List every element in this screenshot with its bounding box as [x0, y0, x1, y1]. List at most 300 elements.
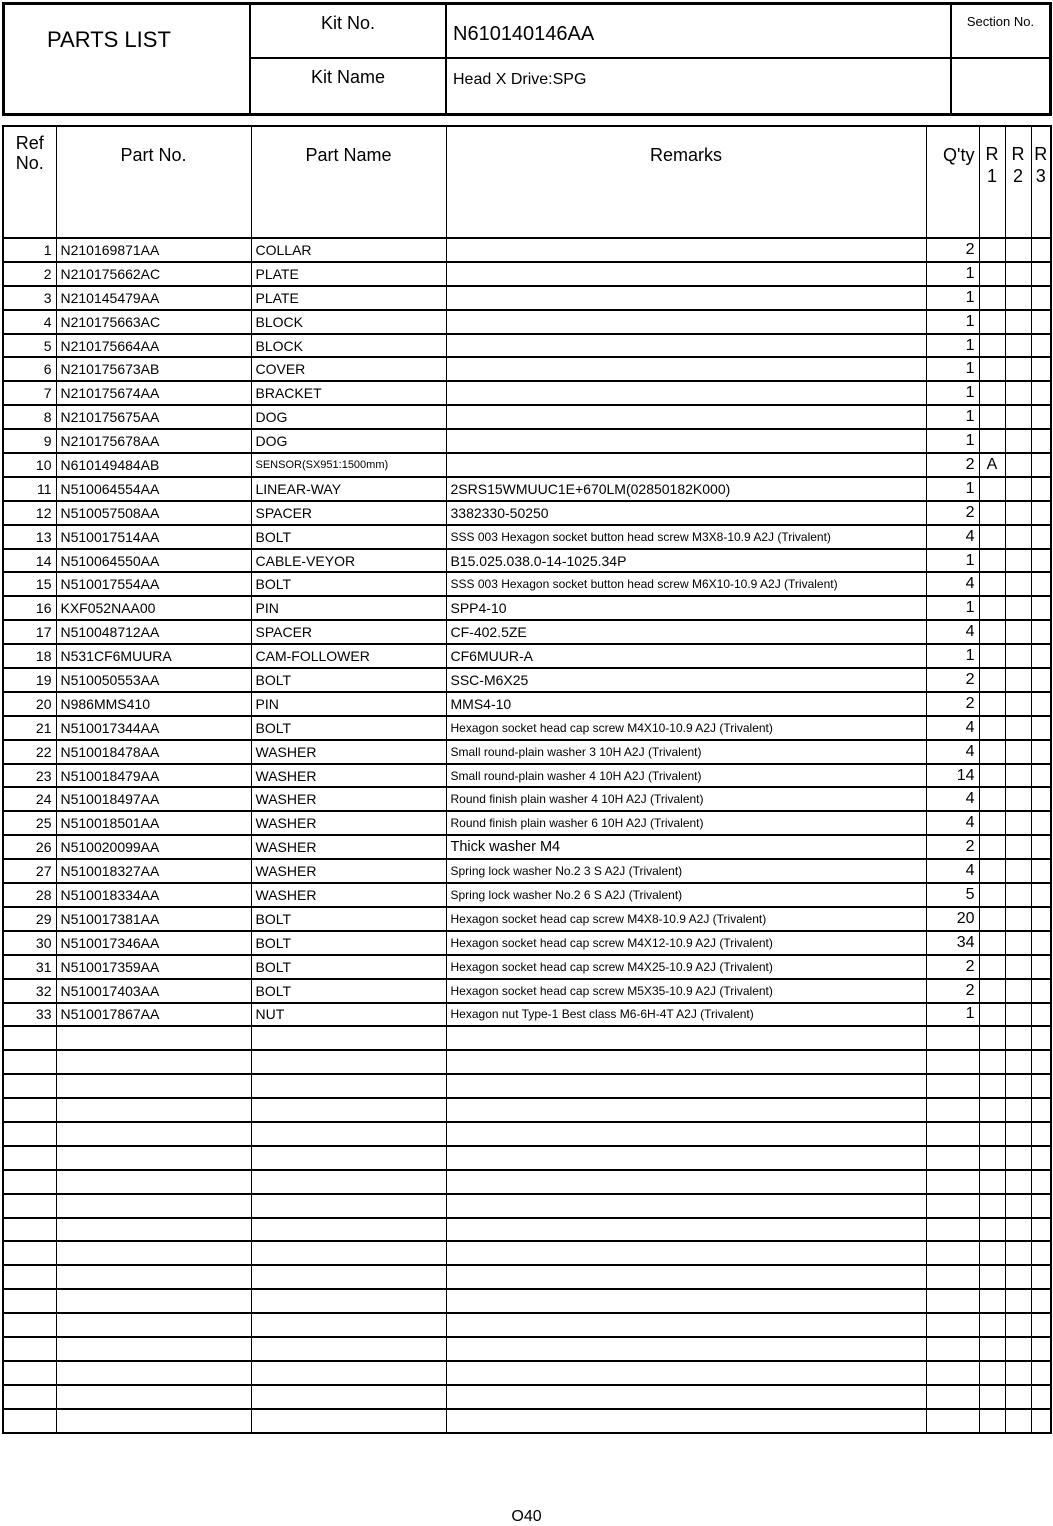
- cell-qty: 4: [926, 572, 979, 596]
- cell-part-no: [56, 1361, 251, 1385]
- cell-r2: [1005, 1122, 1031, 1146]
- cell-r2: [1005, 453, 1031, 477]
- cell-r3: [1031, 1098, 1051, 1122]
- cell-r2: [1005, 620, 1031, 644]
- empty-table-row: [3, 1026, 1051, 1050]
- cell-remarks: [446, 262, 926, 286]
- empty-table-row: [3, 1241, 1051, 1265]
- cell-qty: 2: [926, 692, 979, 716]
- cell-r1: [979, 1122, 1005, 1146]
- cell-r2: [1005, 668, 1031, 692]
- cell-name: BLOCK: [251, 334, 446, 358]
- cell-part-no: N510064550AA: [56, 549, 251, 573]
- cell-qty: 1: [926, 405, 979, 429]
- cell-name: BOLT: [251, 668, 446, 692]
- cell-ref: 12: [3, 501, 56, 525]
- empty-table-row: [3, 1098, 1051, 1122]
- cell-r2: [1005, 477, 1031, 501]
- page-number: O40: [511, 1508, 542, 1525]
- cell-ref: 24: [3, 787, 56, 811]
- cell-qty: [926, 1074, 979, 1098]
- cell-r1: [979, 883, 1005, 907]
- cell-remarks: [446, 1122, 926, 1146]
- cell-name: [251, 1170, 446, 1194]
- cell-name: [251, 1361, 446, 1385]
- cell-r2: [1005, 716, 1031, 740]
- cell-r2: [1005, 1098, 1031, 1122]
- table-row: [3, 286, 1051, 310]
- cell-part-no: N210175673AB: [56, 357, 251, 381]
- cell-r3: [1031, 262, 1051, 286]
- cell-r1: [979, 668, 1005, 692]
- cell-r1: [979, 1003, 1005, 1027]
- cell-remarks: CF6MUUR-A: [446, 644, 926, 668]
- cell-ref: 18: [3, 644, 56, 668]
- cell-ref: [3, 1361, 56, 1385]
- cell-name: CABLE-VEYOR: [251, 549, 446, 573]
- cell-name: BOLT: [251, 955, 446, 979]
- cell-ref: [3, 1385, 56, 1409]
- cell-remarks: [446, 357, 926, 381]
- cell-remarks: [446, 1218, 926, 1242]
- cell-r1: [979, 1241, 1005, 1265]
- cell-qty: [926, 1409, 979, 1433]
- cell-part-no: N510018478AA: [56, 740, 251, 764]
- cell-r3: [1031, 1146, 1051, 1170]
- cell-name: PIN: [251, 692, 446, 716]
- cell-ref: 9: [3, 429, 56, 453]
- cell-part-no: [56, 1026, 251, 1050]
- section-no-value: [952, 59, 1049, 113]
- cell-r1: [979, 907, 1005, 931]
- cell-qty: 14: [926, 764, 979, 788]
- cell-ref: 20: [3, 692, 56, 716]
- cell-ref: 28: [3, 883, 56, 907]
- table-row: [3, 1003, 1051, 1027]
- cell-r3: [1031, 1122, 1051, 1146]
- cell-ref: 13: [3, 525, 56, 549]
- cell-remarks: [446, 1385, 926, 1409]
- table-row: [3, 787, 1051, 811]
- cell-qty: 1: [926, 310, 979, 334]
- table-row: [3, 405, 1051, 429]
- empty-table-row: [3, 1409, 1051, 1433]
- kit-name-value: Head X Drive:SPG: [447, 59, 952, 113]
- cell-part-no: N510017554AA: [56, 572, 251, 596]
- cell-remarks: [446, 1146, 926, 1170]
- table-row: [3, 381, 1051, 405]
- cell-remarks: [446, 1265, 926, 1289]
- empty-table-row: [3, 1265, 1051, 1289]
- cell-r1: [979, 787, 1005, 811]
- cell-name: [251, 1385, 446, 1409]
- cell-ref: 26: [3, 835, 56, 859]
- cell-part-no: [56, 1265, 251, 1289]
- cell-r2: [1005, 1050, 1031, 1074]
- cell-r3: [1031, 644, 1051, 668]
- cell-part-no: N210175675AA: [56, 405, 251, 429]
- table-row: [3, 549, 1051, 573]
- cell-r2: [1005, 1146, 1031, 1170]
- cell-r1: [979, 525, 1005, 549]
- empty-table-row: [3, 1218, 1051, 1242]
- cell-remarks: 2SRS15WMUUC1E+670LM(02850182K000): [446, 477, 926, 501]
- cell-qty: [926, 1194, 979, 1218]
- table-row: [3, 429, 1051, 453]
- cell-r3: [1031, 979, 1051, 1003]
- table-row: [3, 955, 1051, 979]
- cell-r1: [979, 811, 1005, 835]
- empty-table-row: [3, 1361, 1051, 1385]
- cell-ref: 32: [3, 979, 56, 1003]
- cell-r1: [979, 1026, 1005, 1050]
- cell-r3: [1031, 381, 1051, 405]
- table-row: [3, 668, 1051, 692]
- cell-ref: 22: [3, 740, 56, 764]
- cell-remarks: Small round-plain washer 3 10H A2J (Trivalent): [446, 740, 926, 764]
- cell-part-no: N510017403AA: [56, 979, 251, 1003]
- cell-remarks: SSS 003 Hexagon socket button head screw M3X8-10.9 A2J (Trivalent): [446, 525, 926, 549]
- cell-part-no: [56, 1313, 251, 1337]
- col-r3: R 3: [1031, 126, 1051, 238]
- cell-name: [251, 1313, 446, 1337]
- cell-qty: [926, 1146, 979, 1170]
- cell-qty: 4: [926, 859, 979, 883]
- cell-name: [251, 1194, 446, 1218]
- cell-r2: [1005, 429, 1031, 453]
- cell-part-no: [56, 1122, 251, 1146]
- cell-remarks: Hexagon socket head cap screw M4X8-10.9 A2J (Trivalent): [446, 907, 926, 931]
- table-row: [3, 644, 1051, 668]
- cell-remarks: SPP4-10: [446, 596, 926, 620]
- cell-ref: 27: [3, 859, 56, 883]
- cell-r1: [979, 429, 1005, 453]
- cell-r2: [1005, 644, 1031, 668]
- cell-qty: 1: [926, 596, 979, 620]
- cell-ref: 16: [3, 596, 56, 620]
- table-row: [3, 596, 1051, 620]
- cell-name: BOLT: [251, 907, 446, 931]
- cell-name: LINEAR-WAY: [251, 477, 446, 501]
- cell-r2: [1005, 596, 1031, 620]
- table-row: [3, 525, 1051, 549]
- cell-name: SPACER: [251, 501, 446, 525]
- cell-remarks: Spring lock washer No.2 3 S A2J (Trivalent): [446, 859, 926, 883]
- cell-qty: [926, 1313, 979, 1337]
- cell-r1: [979, 262, 1005, 286]
- cell-ref: [3, 1074, 56, 1098]
- cell-r2: [1005, 1409, 1031, 1433]
- cell-r3: [1031, 1385, 1051, 1409]
- cell-ref: [3, 1337, 56, 1361]
- cell-name: WASHER: [251, 883, 446, 907]
- cell-r2: [1005, 572, 1031, 596]
- cell-part-no: N986MMS410: [56, 692, 251, 716]
- cell-ref: 19: [3, 668, 56, 692]
- cell-remarks: Hexagon nut Type-1 Best class M6-6H-4T A2J (Trivalent): [446, 1003, 926, 1027]
- cell-r2: [1005, 1218, 1031, 1242]
- cell-ref: [3, 1146, 56, 1170]
- cell-r1: [979, 1289, 1005, 1313]
- cell-r2: [1005, 955, 1031, 979]
- cell-ref: [3, 1265, 56, 1289]
- cell-remarks: [446, 1361, 926, 1385]
- cell-r2: [1005, 262, 1031, 286]
- empty-table-row: [3, 1146, 1051, 1170]
- cell-r2: [1005, 740, 1031, 764]
- cell-qty: 4: [926, 811, 979, 835]
- cell-qty: 1: [926, 357, 979, 381]
- cell-r3: [1031, 716, 1051, 740]
- table-row: [3, 262, 1051, 286]
- table-row: [3, 811, 1051, 835]
- cell-r1: [979, 740, 1005, 764]
- cell-remarks: Hexagon socket head cap screw M5X35-10.9 A2J (Trivalent): [446, 979, 926, 1003]
- cell-r2: [1005, 1170, 1031, 1194]
- col-remarks: Remarks: [446, 126, 926, 238]
- cell-remarks: [446, 1026, 926, 1050]
- cell-r2: [1005, 1385, 1031, 1409]
- cell-qty: 2: [926, 668, 979, 692]
- cell-remarks: [446, 381, 926, 405]
- cell-r3: [1031, 764, 1051, 788]
- cell-ref: [3, 1122, 56, 1146]
- cell-r1: [979, 859, 1005, 883]
- cell-ref: 15: [3, 572, 56, 596]
- cell-r2: [1005, 238, 1031, 262]
- cell-name: [251, 1409, 446, 1433]
- cell-name: NUT: [251, 1003, 446, 1027]
- cell-qty: [926, 1218, 979, 1242]
- cell-qty: 2: [926, 453, 979, 477]
- cell-r3: [1031, 931, 1051, 955]
- cell-r2: [1005, 334, 1031, 358]
- cell-name: BOLT: [251, 525, 446, 549]
- cell-part-no: N510018334AA: [56, 883, 251, 907]
- cell-ref: 11: [3, 477, 56, 501]
- cell-qty: [926, 1241, 979, 1265]
- cell-qty: 4: [926, 716, 979, 740]
- cell-part-no: KXF052NAA00: [56, 596, 251, 620]
- cell-r2: [1005, 883, 1031, 907]
- cell-name: PLATE: [251, 262, 446, 286]
- document-title: PARTS LIST: [5, 5, 251, 113]
- cell-name: [251, 1122, 446, 1146]
- cell-qty: 5: [926, 883, 979, 907]
- cell-r1: [979, 549, 1005, 573]
- cell-name: [251, 1026, 446, 1050]
- table-row: [3, 310, 1051, 334]
- cell-r1: [979, 1385, 1005, 1409]
- cell-part-no: N210169871AA: [56, 238, 251, 262]
- cell-r3: [1031, 596, 1051, 620]
- cell-r1: [979, 1361, 1005, 1385]
- empty-table-row: [3, 1337, 1051, 1361]
- cell-r3: [1031, 955, 1051, 979]
- cell-r1: [979, 286, 1005, 310]
- cell-name: [251, 1337, 446, 1361]
- cell-remarks: [446, 1241, 926, 1265]
- cell-part-no: [56, 1385, 251, 1409]
- table-row: [3, 764, 1051, 788]
- cell-qty: [926, 1289, 979, 1313]
- cell-remarks: [446, 1313, 926, 1337]
- cell-name: WASHER: [251, 740, 446, 764]
- kit-name-label: Kit Name: [251, 59, 447, 113]
- cell-r3: [1031, 1026, 1051, 1050]
- cell-r2: [1005, 1241, 1031, 1265]
- cell-part-no: N210175674AA: [56, 381, 251, 405]
- col-part-no: Part No.: [56, 126, 251, 238]
- cell-part-no: N510064554AA: [56, 477, 251, 501]
- cell-r3: [1031, 620, 1051, 644]
- cell-r1: [979, 596, 1005, 620]
- cell-r2: [1005, 811, 1031, 835]
- cell-r2: [1005, 931, 1031, 955]
- cell-part-no: [56, 1170, 251, 1194]
- cell-r1: [979, 644, 1005, 668]
- cell-r2: [1005, 357, 1031, 381]
- empty-table-row: [3, 1385, 1051, 1409]
- cell-ref: 2: [3, 262, 56, 286]
- cell-remarks: [446, 238, 926, 262]
- cell-qty: 4: [926, 787, 979, 811]
- cell-r3: [1031, 1289, 1051, 1313]
- cell-r3: [1031, 310, 1051, 334]
- table-row: [3, 501, 1051, 525]
- cell-r2: [1005, 979, 1031, 1003]
- cell-part-no: N510017381AA: [56, 907, 251, 931]
- cell-name: CAM-FOLLOWER: [251, 644, 446, 668]
- cell-ref: 7: [3, 381, 56, 405]
- cell-r1: [979, 334, 1005, 358]
- table-row: [3, 572, 1051, 596]
- cell-qty: 2: [926, 979, 979, 1003]
- empty-table-row: [3, 1170, 1051, 1194]
- cell-r1: [979, 238, 1005, 262]
- cell-r2: [1005, 1337, 1031, 1361]
- col-r1: R 1: [979, 126, 1005, 238]
- cell-ref: [3, 1026, 56, 1050]
- cell-remarks: B15.025.038.0-14-1025.34P: [446, 549, 926, 573]
- table-row: [3, 979, 1051, 1003]
- cell-ref: 10: [3, 453, 56, 477]
- cell-part-no: N510017359AA: [56, 955, 251, 979]
- table-header-row: [3, 126, 1051, 238]
- cell-qty: [926, 1026, 979, 1050]
- cell-r1: [979, 1218, 1005, 1242]
- cell-r1: [979, 1409, 1005, 1433]
- cell-part-no: N510017346AA: [56, 931, 251, 955]
- cell-part-no: N210175664AA: [56, 334, 251, 358]
- table-row: [3, 238, 1051, 262]
- cell-r1: [979, 1265, 1005, 1289]
- cell-r3: [1031, 501, 1051, 525]
- cell-part-no: N510050553AA: [56, 668, 251, 692]
- cell-qty: 1: [926, 644, 979, 668]
- cell-qty: 1: [926, 1003, 979, 1027]
- col-part-name: Part Name: [251, 126, 446, 238]
- table-row: [3, 334, 1051, 358]
- cell-remarks: SSC-M6X25: [446, 668, 926, 692]
- cell-name: SPACER: [251, 620, 446, 644]
- empty-table-row: [3, 1194, 1051, 1218]
- cell-r3: [1031, 883, 1051, 907]
- cell-r2: [1005, 525, 1031, 549]
- cell-r1: [979, 716, 1005, 740]
- cell-part-no: [56, 1098, 251, 1122]
- cell-name: DOG: [251, 405, 446, 429]
- cell-r3: [1031, 525, 1051, 549]
- cell-remarks: [446, 286, 926, 310]
- cell-r2: [1005, 1361, 1031, 1385]
- empty-table-row: [3, 1122, 1051, 1146]
- table-row: [3, 740, 1051, 764]
- cell-r3: [1031, 477, 1051, 501]
- cell-part-no: N510018479AA: [56, 764, 251, 788]
- cell-r2: [1005, 1194, 1031, 1218]
- cell-ref: 29: [3, 907, 56, 931]
- cell-name: WASHER: [251, 811, 446, 835]
- cell-name: [251, 1218, 446, 1242]
- cell-r3: [1031, 1003, 1051, 1027]
- cell-r1: [979, 979, 1005, 1003]
- cell-remarks: MMS4-10: [446, 692, 926, 716]
- cell-r2: [1005, 835, 1031, 859]
- cell-qty: 2: [926, 835, 979, 859]
- cell-ref: 31: [3, 955, 56, 979]
- cell-name: DOG: [251, 429, 446, 453]
- col-qty: Q'ty: [926, 126, 979, 238]
- cell-remarks: [446, 405, 926, 429]
- table-row: [3, 859, 1051, 883]
- section-no-label: Section No.: [952, 5, 1049, 59]
- empty-table-row: [3, 1289, 1051, 1313]
- cell-remarks: Hexagon socket head cap screw M4X10-10.9 A2J (Trivalent): [446, 716, 926, 740]
- cell-qty: [926, 1050, 979, 1074]
- cell-r3: [1031, 1218, 1051, 1242]
- cell-r3: [1031, 907, 1051, 931]
- cell-part-no: [56, 1337, 251, 1361]
- title-block: [2, 2, 1052, 116]
- cell-r2: [1005, 692, 1031, 716]
- cell-part-no: [56, 1409, 251, 1433]
- cell-qty: 4: [926, 525, 979, 549]
- cell-remarks: [446, 1409, 926, 1433]
- cell-r3: [1031, 692, 1051, 716]
- cell-remarks: Small round-plain washer 4 10H A2J (Trivalent): [446, 764, 926, 788]
- cell-r3: [1031, 405, 1051, 429]
- cell-ref: 25: [3, 811, 56, 835]
- cell-qty: 20: [926, 907, 979, 931]
- table-row: [3, 883, 1051, 907]
- cell-qty: 1: [926, 549, 979, 573]
- cell-remarks: [446, 1098, 926, 1122]
- cell-ref: 17: [3, 620, 56, 644]
- cell-remarks: [446, 429, 926, 453]
- cell-r3: [1031, 572, 1051, 596]
- cell-r2: [1005, 1026, 1031, 1050]
- table-row: [3, 357, 1051, 381]
- cell-r3: [1031, 835, 1051, 859]
- cell-r1: [979, 405, 1005, 429]
- cell-part-no: N510018497AA: [56, 787, 251, 811]
- cell-part-no: N510017514AA: [56, 525, 251, 549]
- cell-ref: 3: [3, 286, 56, 310]
- cell-r2: [1005, 286, 1031, 310]
- cell-r3: [1031, 787, 1051, 811]
- cell-r1: [979, 1098, 1005, 1122]
